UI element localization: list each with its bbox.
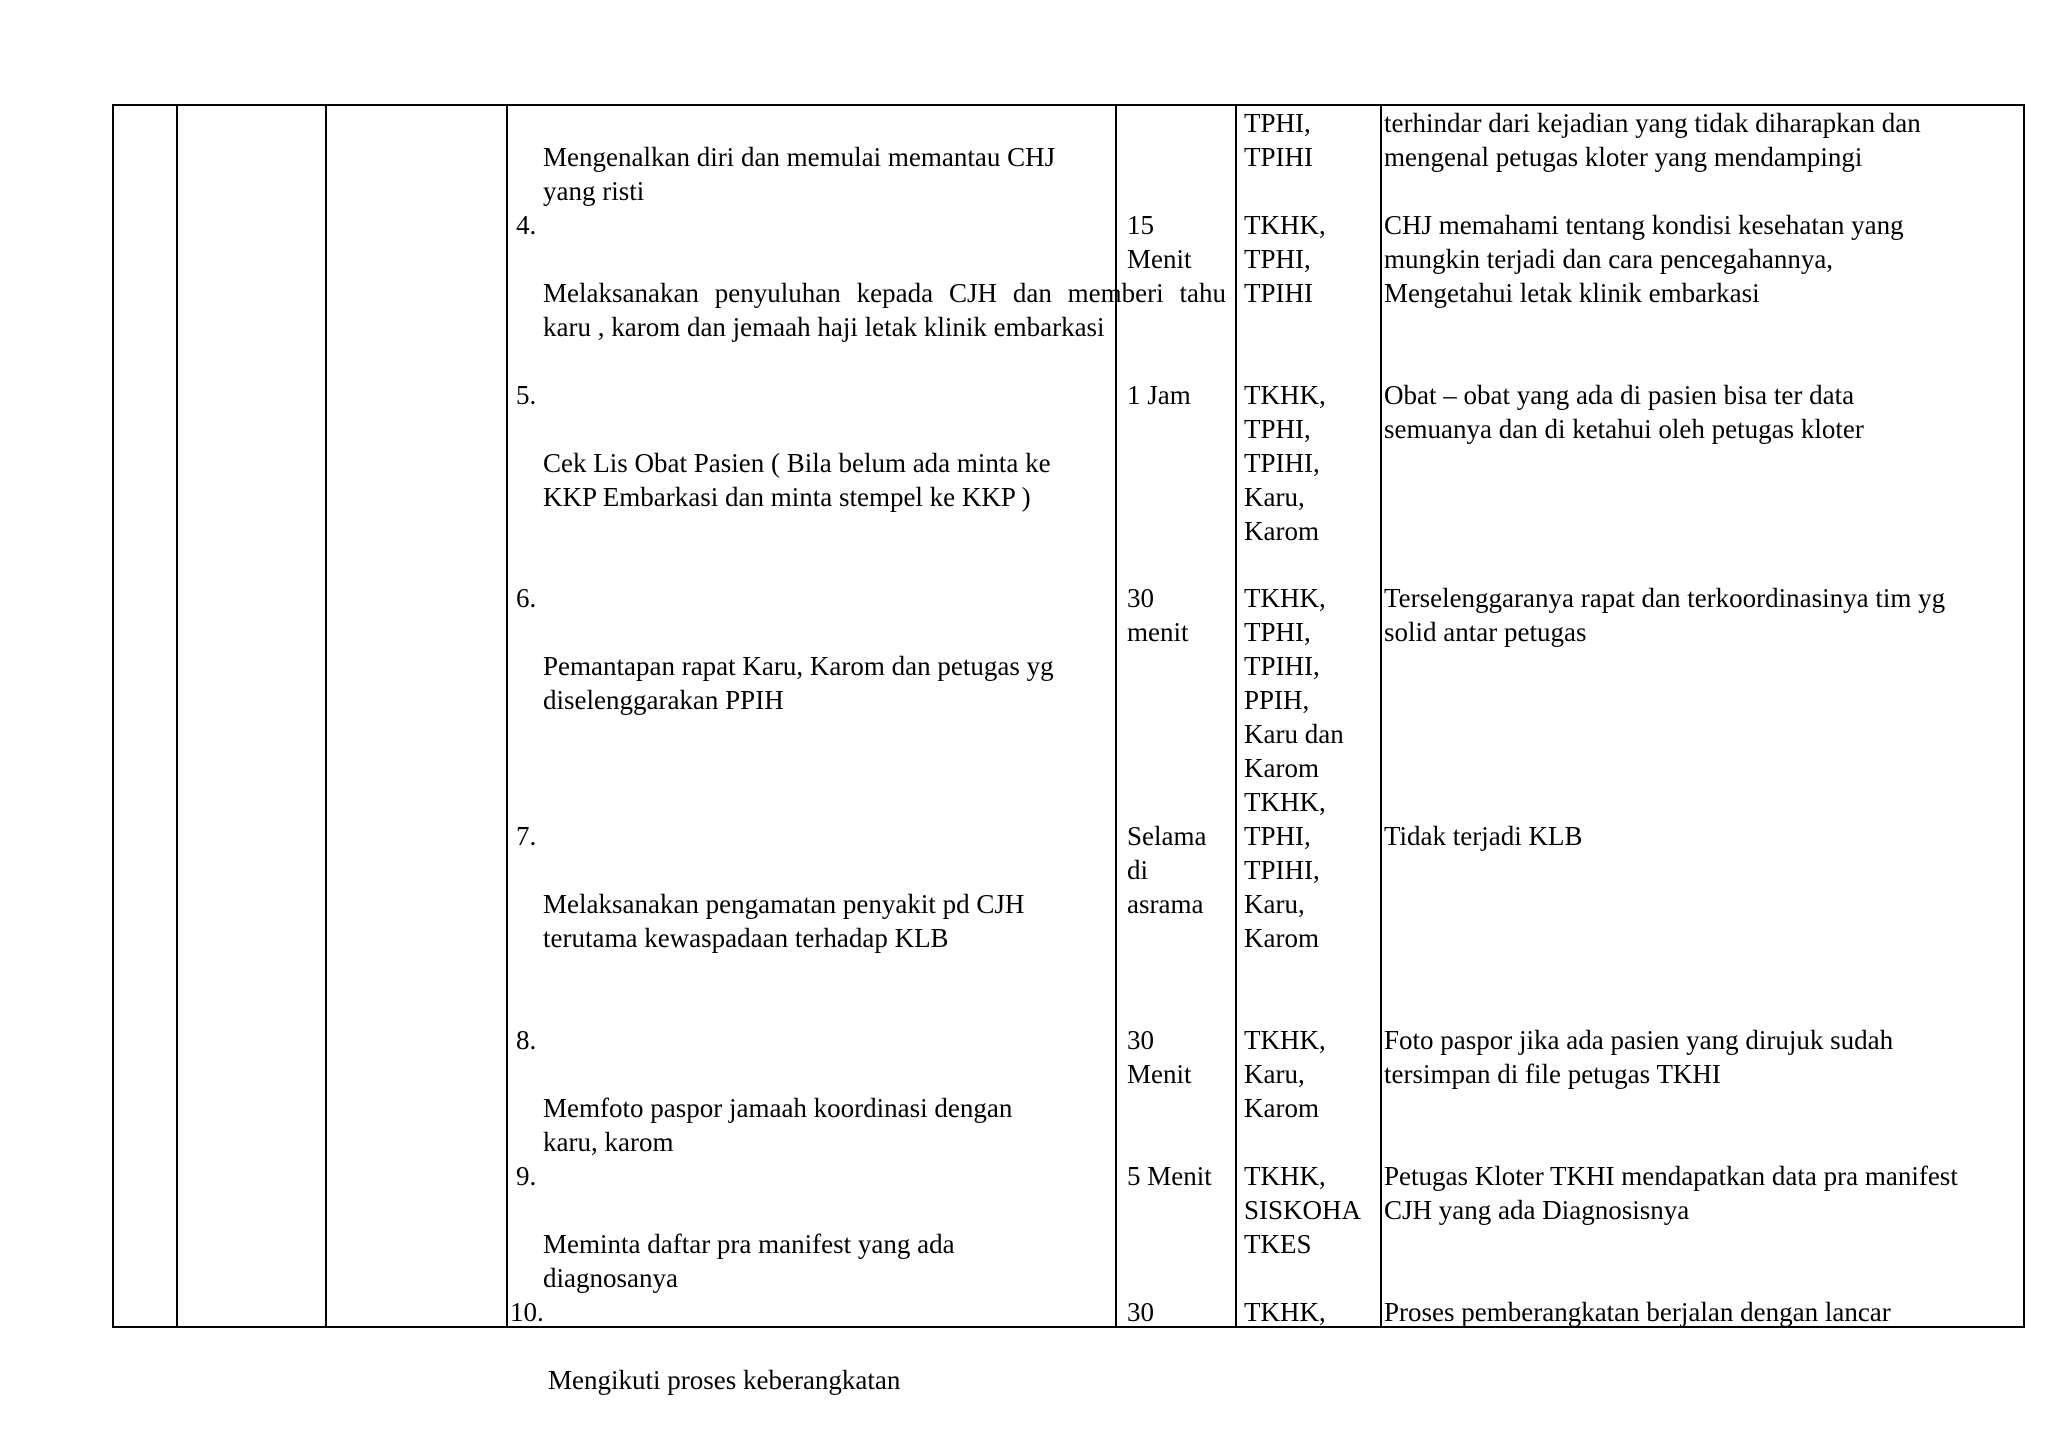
column-divider: [506, 106, 508, 1326]
activity-text: Memfoto paspor jamaah koordinasi dengan karu, karom: [543, 1093, 1013, 1157]
duration-cell: 1 Jam: [1127, 380, 1191, 410]
responsible-cell: TKHK, TPHI, TPIHI: [1244, 210, 1326, 308]
activity-table: [112, 104, 2025, 1395]
responsible-cell: TKHK, TPHI, TPIHI, PPIH, Karu dan Karom: [1244, 583, 1344, 783]
duration-cell: Selama di asrama: [1127, 821, 1207, 919]
responsible-cell: TKHK, Karu, Karom: [1244, 1025, 1326, 1123]
responsible-cell: TKHK, SISKOHA TKES: [1244, 1161, 1362, 1259]
activity-text: Melaksanakan penyuluhan kepada CJH dan memberi tahu karu , karom dan jemaah haji letak klinik embarkasi: [543, 278, 1226, 342]
duration-cell: 30 Menit: [1127, 1025, 1192, 1089]
item-number: 10.: [510, 1297, 544, 1327]
result-cell: Tidak terjadi KLB: [1384, 821, 1583, 851]
item-number: 4.: [516, 210, 537, 240]
responsible-cell: TKHK, TPHI, TPIHI, Karu, Karom: [1244, 787, 1326, 953]
result-cell: CHJ memahami tentang kondisi kesehatan yang mungkin terjadi dan cara pencegahannya, Mengetahui letak klinik embarkasi: [1384, 210, 1904, 308]
result-cell: Foto paspor jika ada pasien yang dirujuk sudah tersimpan di file petugas TKHI: [1384, 1025, 1894, 1089]
activity-cell: [516, 819, 1226, 989]
responsible-cell: TKHK,: [1244, 1297, 1326, 1327]
item-number: 8.: [516, 1025, 537, 1055]
activity-text: Cek Lis Obat Pasien ( Bila belum ada minta ke KKP Embarkasi dan minta stempel ke KKP ): [543, 448, 1051, 512]
responsible-cell: TPHI, TPIHI: [1244, 108, 1313, 172]
activity-text: Melaksanakan pengamatan penyakit pd CJH terutama kewaspadaan terhadap KLB: [543, 889, 1025, 953]
activity-cell: [516, 208, 1226, 378]
result-cell: Obat – obat yang ada di pasien bisa ter data semuanya dan di ketahui oleh petugas kloter: [1384, 380, 1864, 444]
activity-cell: [516, 378, 1226, 548]
item-number: 7.: [516, 821, 537, 851]
responsible-cell: TKHK, TPHI, TPIHI, Karu, Karom: [1244, 380, 1326, 546]
result-cell: Petugas Kloter TKHI mendapatkan data pra manifest CJH yang ada Diagnosisnya: [1384, 1161, 1958, 1225]
activity-text: Meminta daftar pra manifest yang ada diagnosanya: [543, 1229, 955, 1293]
duration-cell: 30: [1127, 1297, 1154, 1327]
activity-cell: [510, 1295, 1220, 1431]
column-divider: [176, 106, 178, 1326]
result-cell: Terselenggaranya rapat dan terkoordinasinya tim yg solid antar petugas: [1384, 583, 1946, 647]
column-divider: [1235, 106, 1237, 1326]
result-cell: terhindar dari kejadian yang tidak diharapkan dan mengenal petugas kloter yang mendampingi: [1384, 108, 1921, 172]
duration-cell: 15 Menit: [1127, 210, 1192, 274]
activity-text: Mengenalkan diri dan memulai memantau CHJ yang risti: [543, 142, 1056, 206]
result-cell: Proses pemberangkatan berjalan dengan lancar: [1384, 1297, 1891, 1327]
duration-cell: 5 Menit: [1127, 1161, 1212, 1191]
item-number: 9.: [516, 1161, 537, 1191]
column-divider: [325, 106, 327, 1326]
item-number: 6.: [516, 583, 537, 613]
activity-text: Mengikuti proses keberangkatan: [548, 1365, 901, 1395]
activity-text: Pemantapan rapat Karu, Karom dan petugas yg diselenggarakan PPIH: [543, 651, 1054, 715]
activity-cell: [516, 581, 1226, 751]
duration-cell: 30 menit: [1127, 583, 1189, 647]
item-number: 5.: [516, 380, 537, 410]
